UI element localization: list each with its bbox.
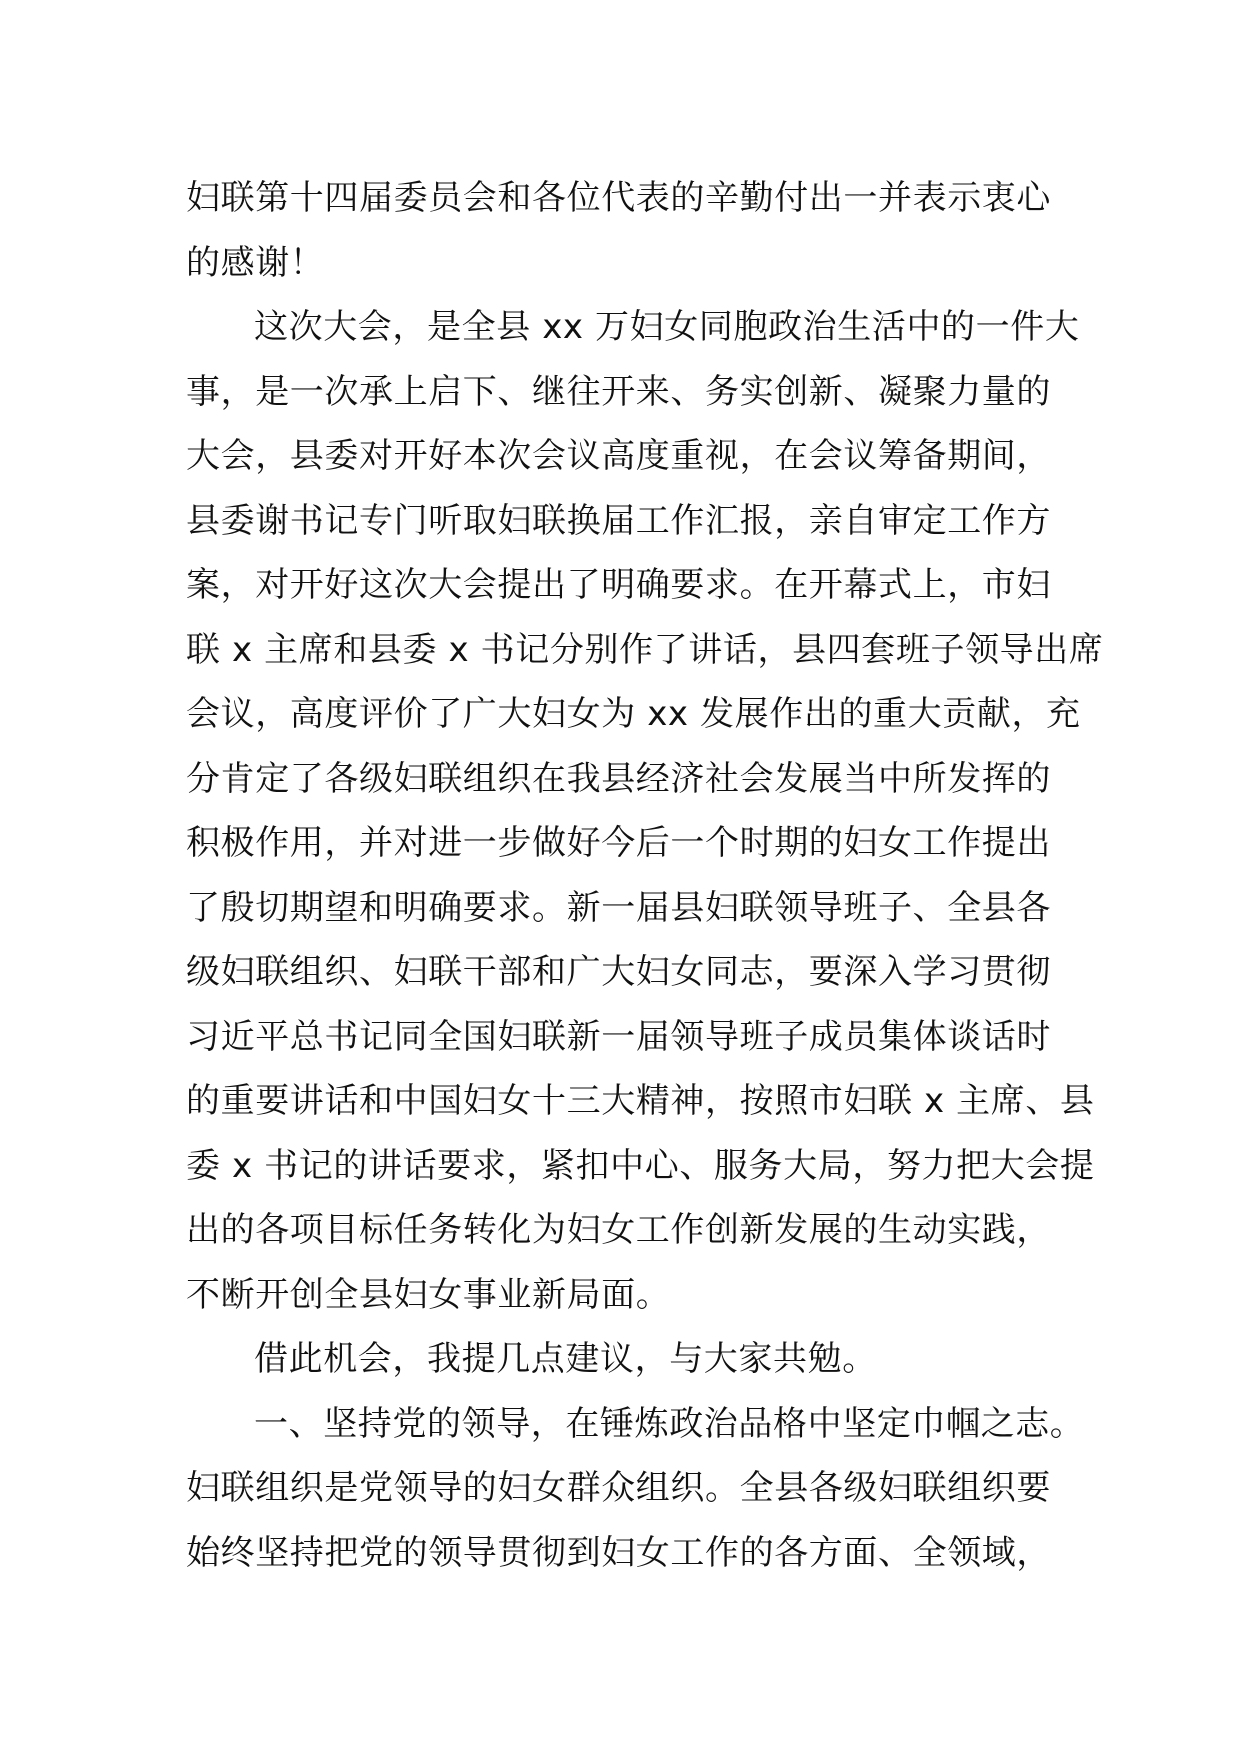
text-line: 的感谢！ — [186, 242, 325, 283]
text-line: 联 x 主席和县委 x 书记分别作了讲话，县四套班子领导出席 — [186, 629, 1104, 670]
text-line: 的重要讲话和中国妇女十三大精神，按照市妇联 x 主席、县 — [186, 1081, 1095, 1121]
text-line: 大会，县委对开好本次会议高度重视，在会议筹备期间， — [186, 436, 1051, 476]
text-line: 级妇联组织、妇联干部和广大妇女同志，要深入学习贯彻 — [186, 952, 1051, 992]
section-heading-line: 一、坚持党的领导，在锤炼政治品格中坚定巾帼之志。 — [254, 1403, 1085, 1444]
body-text — [186, 166, 1104, 1585]
text-line: 习近平总书记同全国妇联新一届领导班子成员集体谈话时 — [186, 1016, 1051, 1057]
text-line: 出的各项目标任务转化为妇女工作创新发展的生动实践， — [186, 1210, 1051, 1250]
text-line: 了殷切期望和明确要求。新一届县妇联领导班子、全县各 — [186, 887, 1051, 928]
text-line: 会议，高度评价了广大妇女为 xx 发展作出的重大贡献，充 — [186, 694, 1081, 734]
text-line: 妇联第十四届委员会和各位代表的辛勤付出一并表示衷心 — [186, 178, 1051, 218]
text-line: 不断开创全县妇女事业新局面。 — [186, 1274, 671, 1315]
text-line: 县委谢书记专门听取妇联换届工作汇报，亲自审定工作方 — [186, 500, 1051, 541]
paragraph-start-line: 借此机会，我提几点建议，与大家共勉。 — [254, 1339, 877, 1379]
text-line: 始终坚持把党的领导贯彻到妇女工作的各方面、全领域， — [186, 1532, 1051, 1573]
text-line: 分肯定了各级妇联组织在我县经济社会发展当中所发挥的 — [186, 758, 1051, 799]
text-line: 委 x 书记的讲话要求，紧扣中心、服务大局，努力把大会提 — [186, 1145, 1095, 1186]
text-line: 事，是一次承上启下、继往开来、务实创新、凝聚力量的 — [186, 371, 1051, 412]
paragraph-start-line: 这次大会，是全县 xx 万妇女同胞政治生活中的一件大 — [254, 307, 1080, 347]
text-line: 案，对开好这次大会提出了明确要求。在开幕式上，市妇 — [186, 565, 1051, 605]
text-line: 妇联组织是党领导的妇女群众组织。全县各级妇联组织要 — [186, 1468, 1051, 1508]
text-line: 积极作用，并对进一步做好今后一个时期的妇女工作提出 — [186, 823, 1051, 863]
